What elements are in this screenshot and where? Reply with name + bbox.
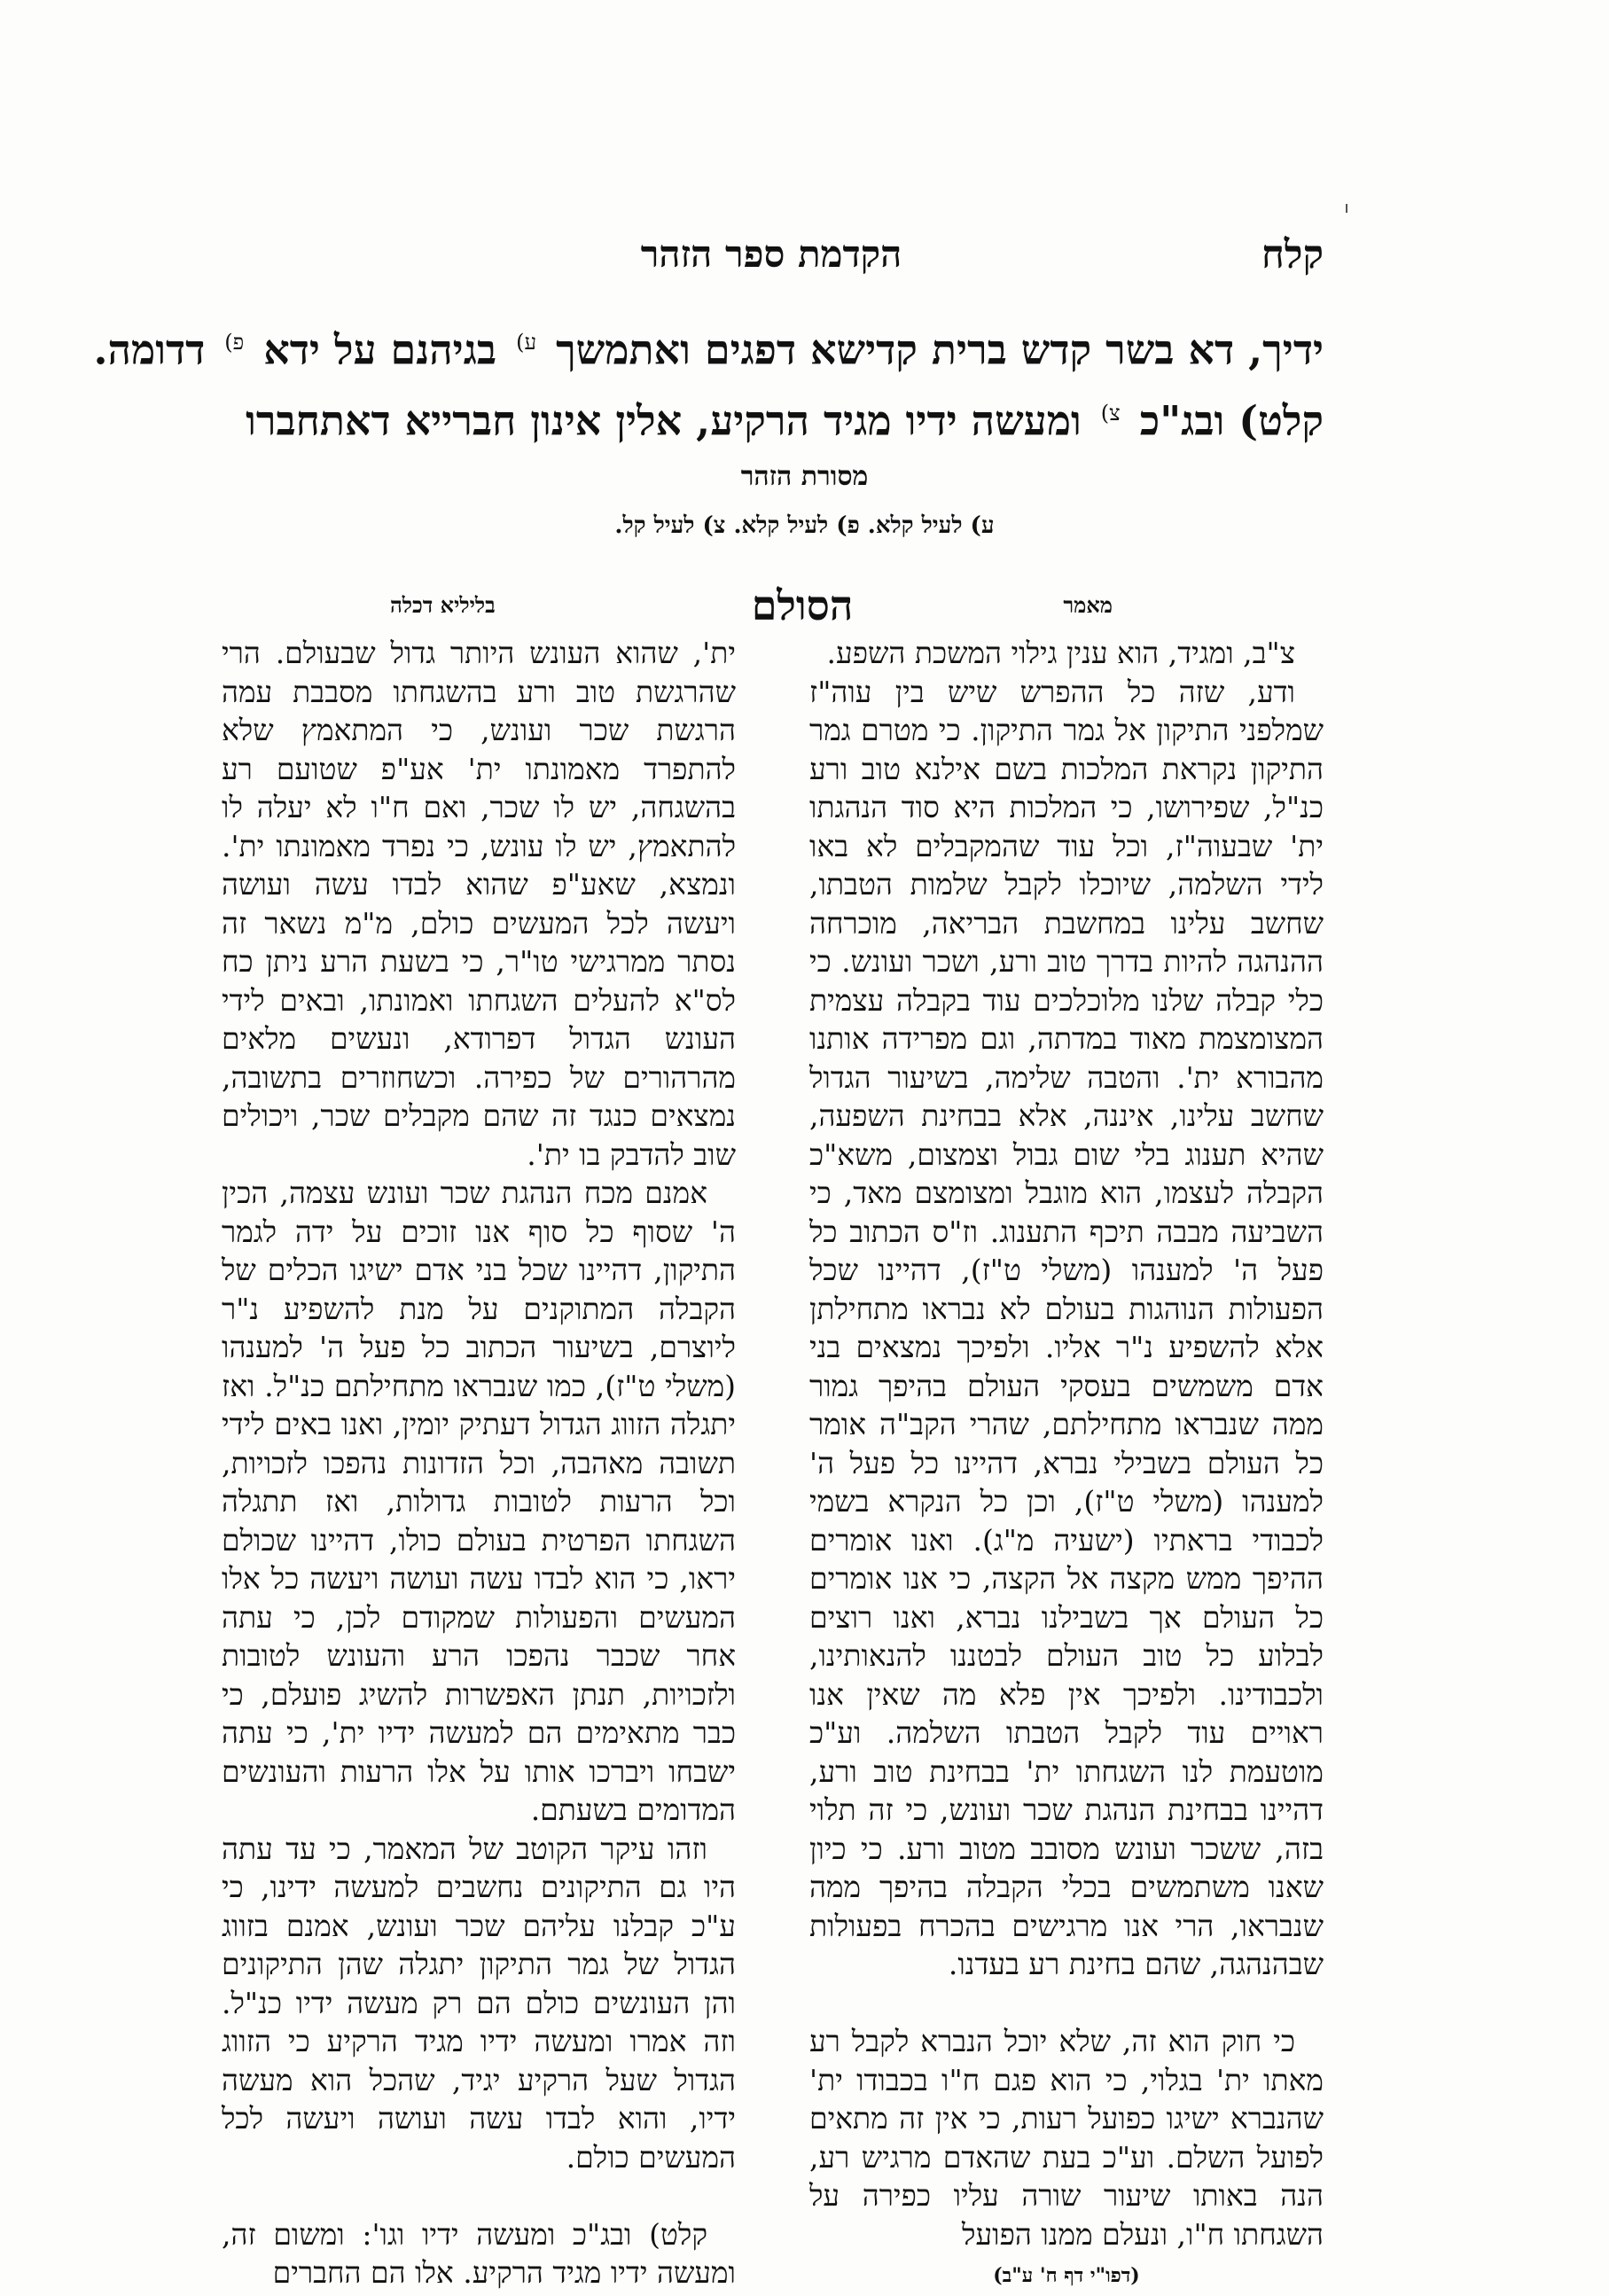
paragraph: קלט) ובג"כ ומעשה ידיו וגו': ומשום זה, ומעשה ידיו מגיד הרקיע. אלו הם החברים: [222, 2216, 736, 2290]
masoret-ref-ayin: ע): [516, 330, 537, 355]
paragraph: כי חוק הוא זה, שלא יוכל הנברא לקבל רע מאתו ית' בגלוי, כי הוא פגם ח"ו בכבודו ית' שהנברא ישיגו כפועל רעות, כי אין זה מתאים לפועל השלם. וע"כ בעת שהאדם מרגיש רע, הנה באותו שיעור שורה עליו כפירה על השגחתו ח"ו, ונעלם ממנו הפועל: [809, 2024, 1324, 2252]
running-head: הקדמת ספר הזהר: [640, 232, 902, 276]
commentary-title: הסולם: [751, 582, 854, 629]
paragraph: וזהו עיקר הקוטב של המאמר, כי עד עתה היו גם התיקונים נחשבים למעשה ידינו, כי ע"כ קבלנו עליהם שכר ועונש, אמנם בזווג הגדול של גמר התיקון יתגלה שהן התיקונים והן העונשים כולם הם רק מעשה ידיו כנ"ל. וזה אמרו ומעשה ידיו מגיד הרקיע כי הזווג הגדול שעל הרקיע יגיד, שהכל הוא מעשה ידיו, והוא לבדו עשה ועושה ויעשה לכל המעשים כולם.: [222, 1831, 736, 2175]
zohar-line-1: ידיך, דא בשר קדש ברית קדישא דפגים ואתמשך $^{ע)}$ בגיהנם על ידא $^{פ)}$ דדומה.: [93, 325, 1324, 374]
commentary-label-left: בליליא דכלה: [390, 592, 496, 618]
paragraph: אמנם מכח הנהגת שכר ועונש עצמה, הכין ה' שסוף כל סוף אנו זוכים על ידה לגמר התיקון, דהיינו שכל בני אדם ישיגו הכלים של הקבלה המתוקנים על מנת להשפיע נ"ר ליוצרם, בשיעור הכתוב כל פעל ה' למענהו (משלי ט"ז), כמו שנבראו מתחילתם כנ"ל. ואז יתגלה הזווג הגדול דעתיק יומין, ואנו באים לידי תשובה מאהבה, וכל הזדונות נהפכו לזכויות, וכל הרעות לטובות גדולות, ואז תתגלה השגחתו הפרטית בעולם כולו, דהיינו שכולם יראו, כי הוא לבדו עשה ועושה ויעשה כל אלו המעשים והפעולות שמקודם לכן, כי עתה אחר שכבר נהפכו הרע והעונש לטובות ולזכויות, תנתן האפשרות להשיג פועלם, כי כבר מתאימים הם למעשה ידיו ית', כי עתה ישבחו ויברכו אותו על אלו הרעות והעונשים המדומים בשעתם.: [222, 1175, 736, 1827]
zohar-line-2: קלט) ובג"כ $^{צ)}$ ומעשה ידיו מגיד הרקיע, אלין אינון חברייא דאתחברו: [246, 396, 1324, 445]
paragraph: ודע, שזה כל ההפרש שיש בין עוה"ז שמלפני התיקון אל גמר התיקון. כי מטרם גמר התיקון נקראת המלכות בשם אילנא טוב ורע כנ"ל, שפירושו, כי המלכות היא סוד הנהגתו ית' שבעוה"ז, וכל עוד שהמקבלים לא באו לידי השלמה, שיוכלו לקבל שלמות הטבתו, שחשב עלינו במחשבת הבריאה, מוכרחה ההנהגה להיות בדרך טוב ורע, ושכר ועונש. כי כלי קבלה שלנו מלוכלכים עוד בקבלה עצמית המצומצמת מאוד במדתה, וגם מפרידה אותנו מהבורא ית'. והטבה שלימה, בשיעור הגדול שחשב עלינו, איננה, אלא בבחינת השפעה, שהיא תענוג בלי שום גבול וצמצום, משא"כ הקבלה לעצמו, הוא מוגבל ומצומצם מאד, כי השביעה מבבה תיכף התענוג. וז"ס הכתוב כל פעל ה' למענהו (משלי ט"ז), דהיינו שכל הפעולות הנוהגות בעולם לא נבראו מתחילתן אלא להשפיע נ"ר אליו. ולפיכך נמצאים בני אדם משמשים בעסקי העולם בהיפך גמור ממה שנבראו מתחילתם, שהרי הקב"ה אומר כל העולם בשבילי נברא, דהיינו כל פעל ה' למענהו (משלי ט"ז), וכן כל הנקרא בשמי לכבודי בראתיו (ישעיה מ"ג). ואנו אומרים ההיפך ממש מקצה אל הקצה, כי אנו אומרים כל העולם אך בשבילנו נברא, ואנו רוצים לבלוע כל טוב העולם לבטננו להנאותינו, ולכבודינו. ולפיכך אין פלא מה שאין אנו ראויים עוד לקבל הטבתו השלמה. וע"כ מוטעמת לנו השגחתו ית' בבחינת טוב ורע, דהיינו בבחינת הנהגת שכר ועונש, כי זה תלוי בזה, ששכר ועונש מסובב מטוב ורע. כי כיון שאנו משתמשים בכלי הקבלה בהיפך ממה שנבראו, הרי אנו מרגישים בהכרח בפעולות שבהנהגה, שהם בחינת רע בעדנו.: [809, 674, 1324, 1981]
footer-reference: (דפו"י דף ח' ע"ב): [993, 2264, 1140, 2287]
edge-mark: [1346, 204, 1347, 213]
masoret-title: מסורת הזהר: [740, 461, 869, 492]
zohar-text: [93, 310, 1324, 453]
paragraph: צ"ב, ומגיד, הוא ענין גילוי המשכת השפע.: [826, 636, 1295, 670]
commentary-label-right: מאמר: [1063, 592, 1113, 618]
commentary-column-left: [222, 634, 736, 2292]
masoret-ref-pe: פ): [224, 330, 245, 355]
masoret-refs: ע) לעיל קלא. פ) לעיל קלא. צ) לעיל קל.: [614, 512, 995, 539]
paragraph: ית', שהוא העונש היותר גדול שבעולם. הרי שהרגשת טוב ורע בהשגחתו מסבבת עמה הרגשת שכר ועונש, כי המתאמץ שלא להתפרד מאמונתו ית' אע"פ שטועם רע בהשגחה, יש לו שכר, ואם ח"ו לא יעלה לו להתאמץ, יש לו עונש, כי נפרד מאמונתו ית'. ונמצא, שאע"פ שהוא לבדו עשה ועושה ויעשה לכל המעשים כולם, מ"מ נשאר זה נסתר ממרגישי טו"ר, כי בשעת הרע ניתן כח לס"א להעלים השגחתו ואמונתו, ובאים לידי העונש הגדול דפרודא, ונעשים מלאים מהרהורים של כפירה. וכשחוזרים בתשובה, נמצאים כנגד זה שהם מקבלים שכר, ויכולים שוב להדבק בו ית'.: [222, 636, 736, 1172]
paragraph-gap: [809, 1984, 1324, 2023]
paragraph-gap: [222, 2176, 736, 2215]
commentary-column-right: [809, 634, 1324, 2296]
page-number: קלח: [1261, 232, 1324, 277]
masoret-ref-tzadi: צ): [1100, 401, 1121, 426]
